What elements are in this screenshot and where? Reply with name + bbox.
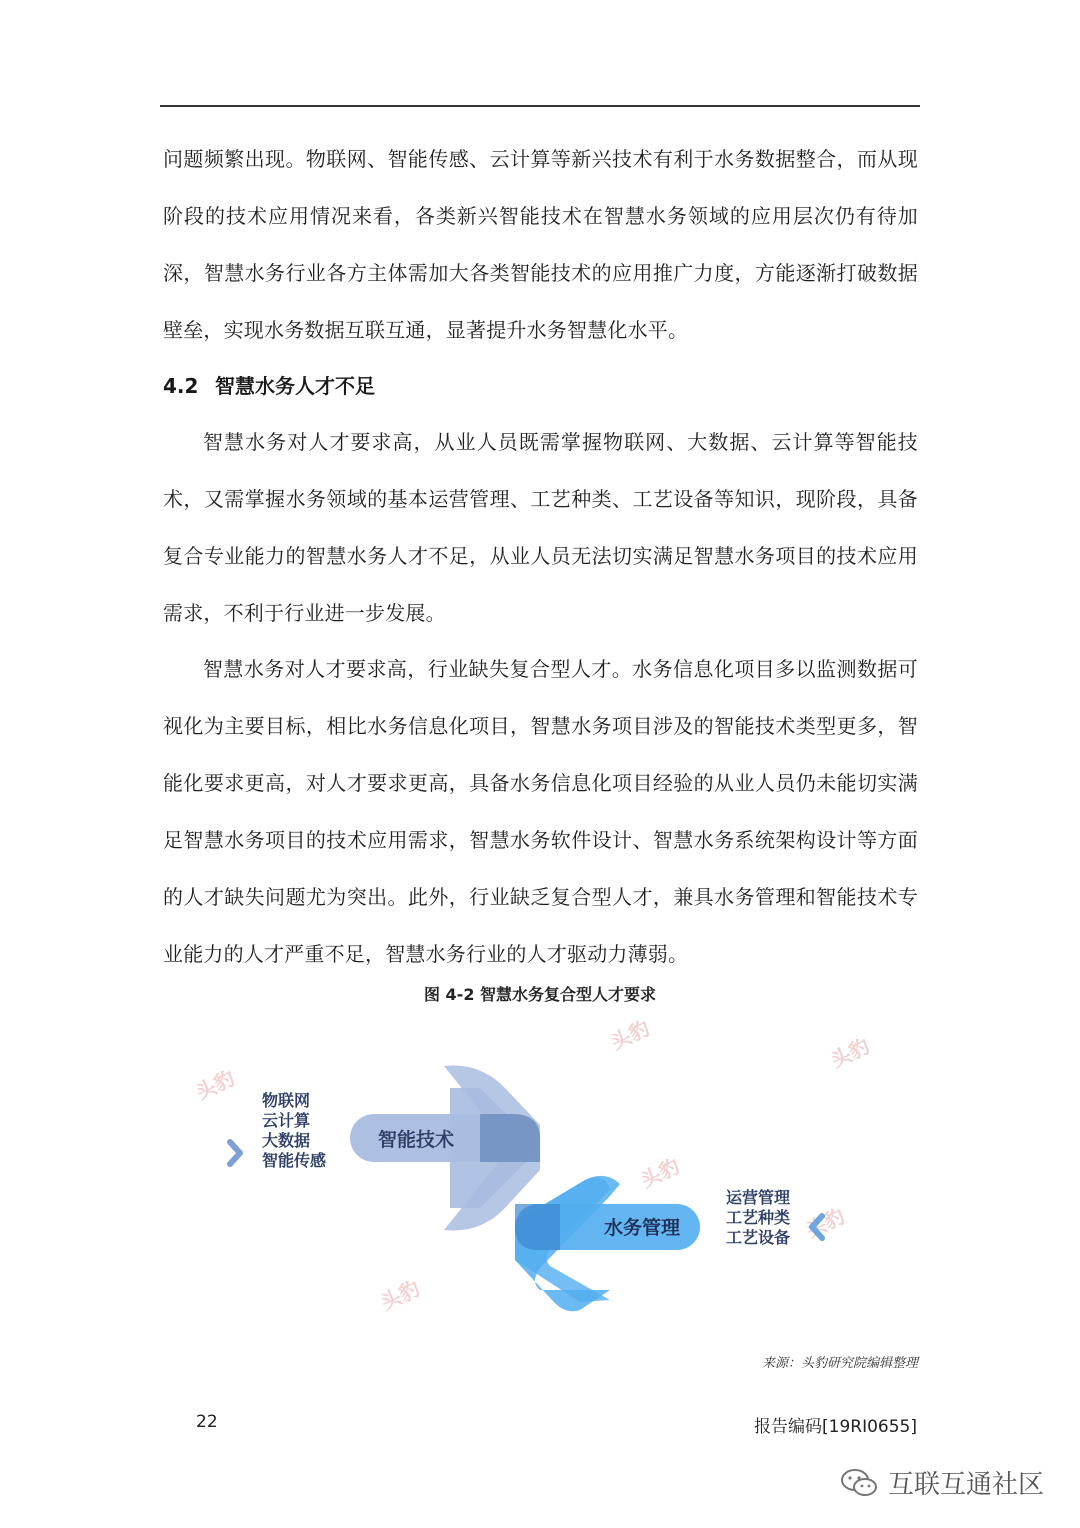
header-rule (160, 105, 920, 107)
paragraph-3: 智慧水务对人才要求高，行业缺失复合型人才。水务信息化项目多以监测数据可视化为主要目标，相比水务信息化项目，智慧水务项目涉及的智能技术类型更多，智能化要求更高，对人才要求更高，具备水务信息化项目经验的从业人员仍未能切实满足智慧水务项目的技术应用需求，智慧水务软件设计、智慧水务系统架构设计等方面的人才缺失问题尤为突出。此外，行业缺乏复合型人才，兼具水务管理和智能技术专业能力的人才严重不足，智慧水务行业的人才驱动力薄弱。 (163, 657, 918, 966)
left-item: 大数据 (262, 1131, 311, 1150)
section-title: 智慧水务人才不足 (215, 374, 375, 398)
talent-diagram (160, 1010, 920, 1350)
brand-watermark (840, 1464, 1044, 1501)
left-chevron-icon (230, 1142, 240, 1164)
left-item: 智能传感 (262, 1151, 327, 1170)
watermark: 头豹 (376, 1275, 424, 1315)
section-number: 4.2 (163, 374, 199, 398)
paragraph-1: 问题频繁出现。物联网、智能传感、云计算等新兴技术有利于水务数据整合，而从现阶段的技术应用情况来看，各类新兴智能技术在智慧水务领域的应用层次仍有待加深，智慧水务行业各方主体需加大各类智能技术的应用推广力度，方能逐渐打破数据壁垒，实现水务数据互联互通，显著提升水务智慧化水平。 (163, 147, 918, 342)
overlap-region (515, 1204, 560, 1250)
watermark: 头豹 (606, 1015, 654, 1055)
watermark: 头豹 (636, 1153, 684, 1193)
figure-diagram (160, 1010, 920, 1350)
left-item: 物联网 (262, 1091, 311, 1110)
left-item: 云计算 (262, 1111, 311, 1130)
overlap-region (480, 1114, 540, 1162)
paragraph-2: 智慧水务对人才要求高，从业人员既需掌握物联网、大数据、云计算等智能技术，又需掌握水务领域的基本运营管理、工艺种类、工艺设备等知识，现阶段，具备复合专业能力的智慧水务人才不足，从业人员无法切实满足智慧水务项目的技术应用需求，不利于行业进一步发展。 (163, 430, 918, 625)
figure-source: 来源：头豹研究院编辑整理 (761, 1356, 918, 1371)
watermark: 头豹 (801, 1203, 849, 1243)
right-item: 运营管理 (726, 1188, 791, 1207)
right-item: 工艺设备 (726, 1228, 791, 1247)
section-heading (163, 368, 375, 404)
wechat-icon (840, 1467, 878, 1499)
right-item: 工艺种类 (726, 1208, 791, 1227)
page-number: 22 (196, 1412, 218, 1432)
report-code: 报告编码[19RI0655] (754, 1417, 917, 1437)
tech-arrow-label: 智能技术 (377, 1129, 455, 1151)
water-arrow-label: 水务管理 (603, 1217, 681, 1239)
watermark: 头豹 (191, 1065, 239, 1105)
brand-name: 互联互通社区 (887, 1470, 1044, 1500)
figure-caption: 图 4-2 智慧水务复合型人才要求 (423, 985, 657, 1004)
watermark: 头豹 (826, 1033, 874, 1073)
